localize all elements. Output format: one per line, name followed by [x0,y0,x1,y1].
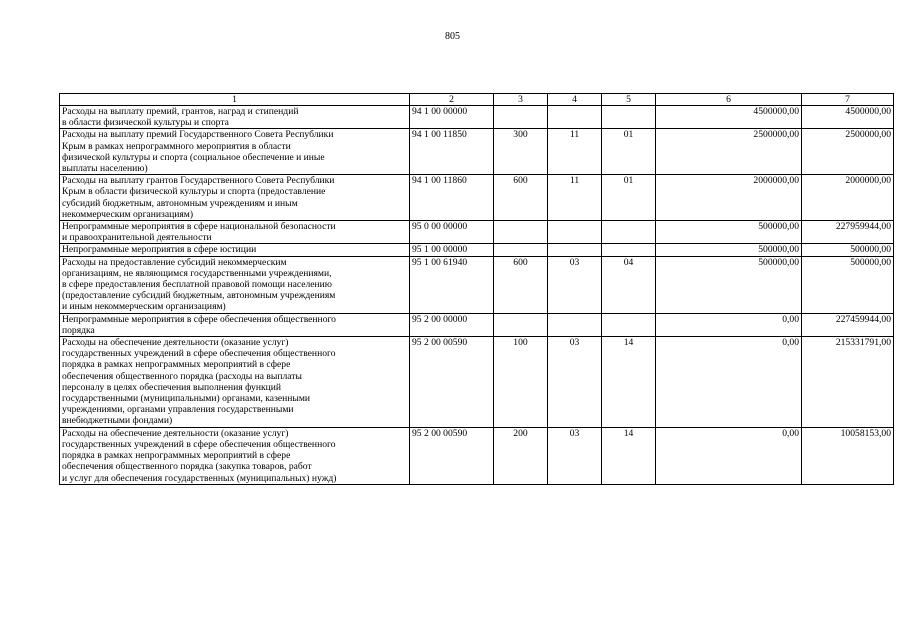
target-code: 94 1 00 11860 [410,175,494,221]
expense-name: Расходы на выплату премий, грантов, наград и стипендий в области физической культуры и спорта [60,106,410,129]
target-code: 94 1 00 11850 [410,129,494,175]
amount-col7: 215331791,00 [802,337,894,428]
amount-col7: 10058153,00 [802,427,894,484]
amount-col7: 2000000,00 [802,175,894,221]
target-code: 95 1 00 61940 [410,256,494,313]
expense-type-code: 200 [494,427,548,484]
subsection-code [602,221,656,244]
expense-type-code [494,313,548,336]
subsection-code [602,244,656,256]
expense-type-code: 100 [494,337,548,428]
expense-type-code: 600 [494,175,548,221]
amount-col7: 2500000,00 [802,129,894,175]
subsection-code [602,106,656,129]
expense-name: Расходы на предоставление субсидий некоммерческим организациям, не являющимся государственными учреждениями, в сфере предоставления бесплатной правовой помощи населению (предоставление субсидий бюджетным, автономным учреждениям и иным некоммерческим организациям) [60,256,410,313]
amount-col6: 500000,00 [656,244,802,256]
column-header-3: 3 [494,94,548,106]
section-code: 11 [548,129,602,175]
subsection-code: 01 [602,175,656,221]
amount-col7: 500000,00 [802,256,894,313]
column-header-5: 5 [602,94,656,106]
expense-type-code: 600 [494,256,548,313]
expense-name: Расходы на обеспечение деятельности (оказание услуг) государственных учреждений в сфере обеспечения общественного порядка в рамках непрограммных мероприятий в сфере обеспечения общественного порядка (закупка товаров, работ и услуг для обеспечения государственных (муниципальных) нужд) [60,427,410,484]
section-code: 11 [548,175,602,221]
expense-name: Расходы на выплату грантов Государственного Совета Республики Крым в области физической культуры и спорта (предоставление субсидий бюджетным, автономным учреждениям и иным некоммерческим организациям) [60,175,410,221]
expense-name: Непрограммные мероприятия в сфере юстиции [60,244,410,256]
amount-col6: 0,00 [656,337,802,428]
table-row [60,106,894,129]
expense-name: Непрограммные мероприятия в сфере национальной безопасности и правоохранительной деятельности [60,221,410,244]
section-code [548,244,602,256]
amount-col7: 4500000,00 [802,106,894,129]
section-code [548,313,602,336]
subsection-code: 14 [602,337,656,428]
table-row [60,129,894,175]
expense-type-code: 300 [494,129,548,175]
subsection-code: 01 [602,129,656,175]
subsection-code: 14 [602,427,656,484]
expense-name: Непрограммные мероприятия в сфере обеспечения общественного порядка [60,313,410,336]
amount-col7: 227959944,00 [802,221,894,244]
section-code: 03 [548,256,602,313]
amount-col6: 500000,00 [656,221,802,244]
table-row [60,221,894,244]
table-row [60,175,894,221]
target-code: 95 1 00 00000 [410,244,494,256]
column-header-4: 4 [548,94,602,106]
expense-type-code [494,221,548,244]
amount-col6: 4500000,00 [656,106,802,129]
section-code [548,106,602,129]
amount-col7: 227459944,00 [802,313,894,336]
column-header-6: 6 [656,94,802,106]
expense-name: Расходы на обеспечение деятельности (оказание услуг) государственных учреждений в сфере обеспечения общественного порядка в рамках непрограммных мероприятий в сфере обеспечения общественного порядка (расходы на выплаты персоналу в целях обеспечения выполнения функций государственными (муниципальными) органами, казенными учреждениями, органами управления государственными внебюджетными фондами) [60,337,410,428]
section-code: 03 [548,427,602,484]
column-header-2: 2 [410,94,494,106]
table-row [60,337,894,428]
subsection-code [602,313,656,336]
target-code: 95 2 00 00590 [410,337,494,428]
table-row [60,427,894,484]
amount-col6: 2000000,00 [656,175,802,221]
table-row [60,244,894,256]
expense-type-code [494,106,548,129]
target-code: 95 2 00 00000 [410,313,494,336]
budget-table [59,93,894,485]
expense-type-code [494,244,548,256]
amount-col7: 500000,00 [802,244,894,256]
section-code [548,221,602,244]
column-header-7: 7 [802,94,894,106]
target-code: 94 1 00 00000 [410,106,494,129]
amount-col6: 2500000,00 [656,129,802,175]
expense-name: Расходы на выплату премий Государственного Совета Республики Крым в рамках непрограммного мероприятия в области физической культуры и спорта (социальное обеспечение и иные выплаты населению) [60,129,410,175]
section-code: 03 [548,337,602,428]
subsection-code: 04 [602,256,656,313]
table-row [60,313,894,336]
target-code: 95 2 00 00590 [410,427,494,484]
table-row [60,256,894,313]
target-code: 95 0 00 00000 [410,221,494,244]
header-row [60,94,894,106]
amount-col6: 0,00 [656,313,802,336]
page-number: 805 [445,31,460,42]
amount-col6: 500000,00 [656,256,802,313]
amount-col6: 0,00 [656,427,802,484]
column-header-1: 1 [60,94,410,106]
